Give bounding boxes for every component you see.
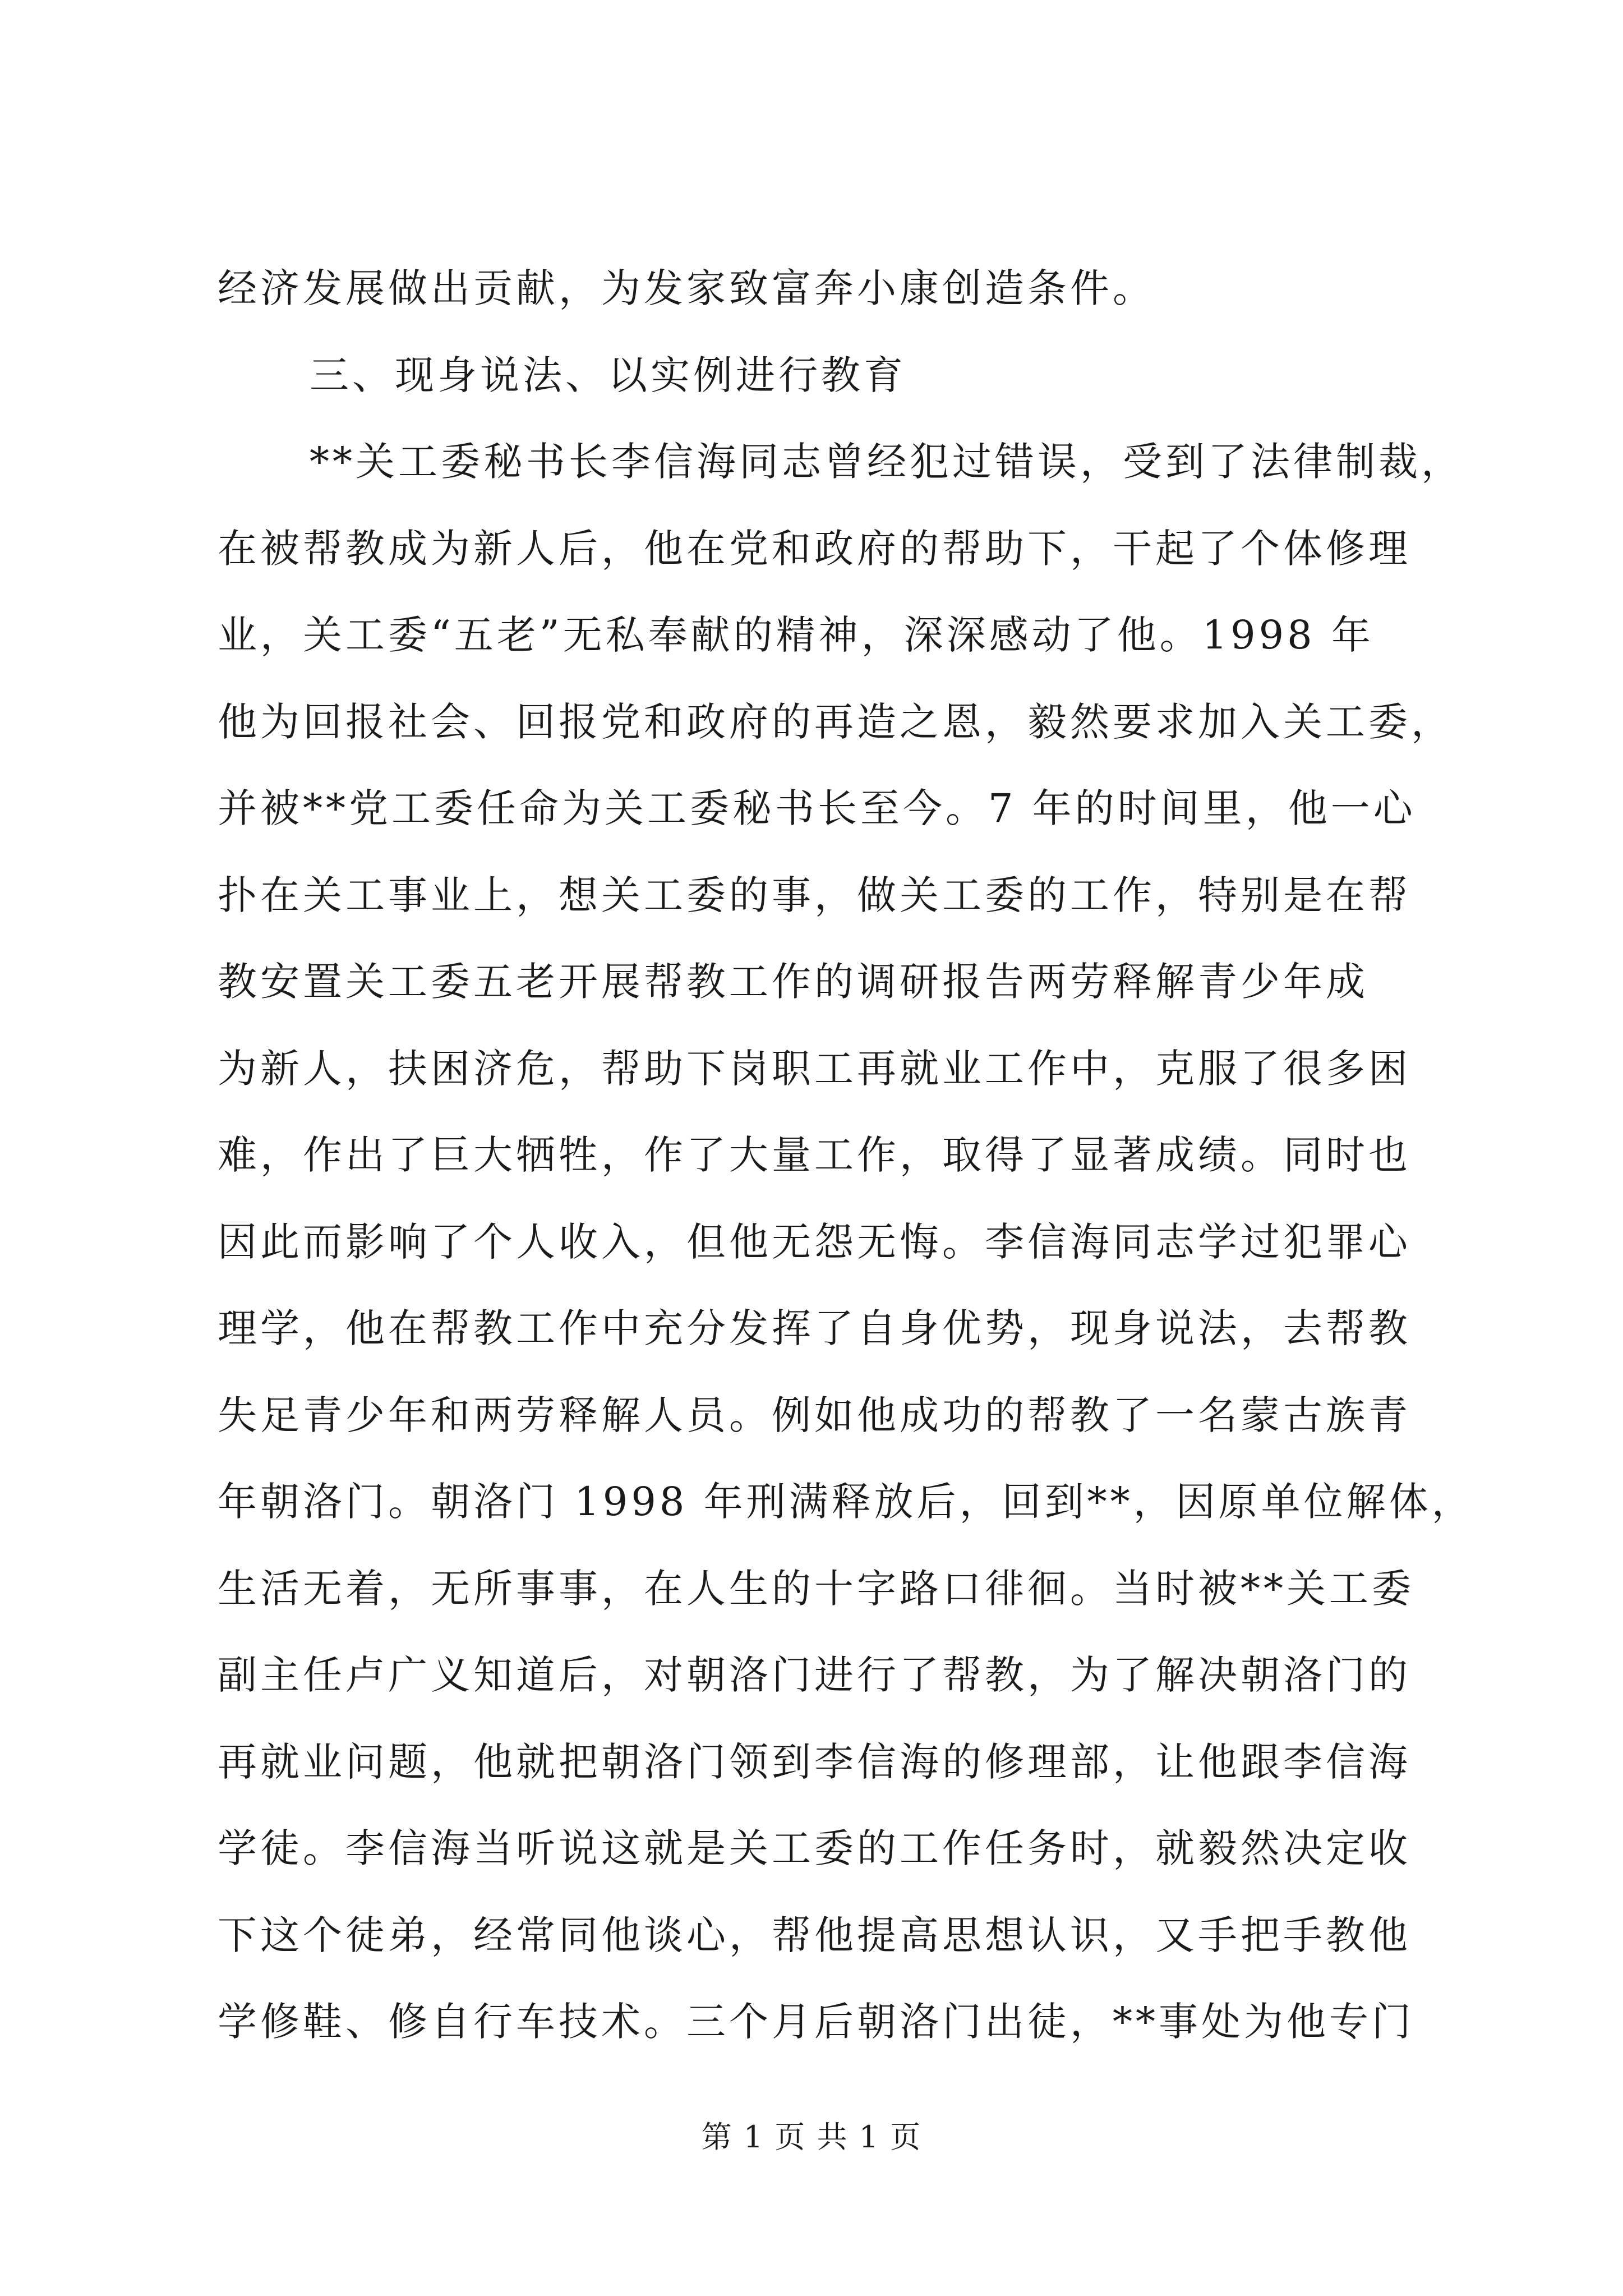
body-text-line: 理学，他在帮教工作中充分发挥了自身优势，现身说法，去帮教: [218, 1305, 1411, 1351]
page-footer: 第 1 页 共 1 页: [701, 2119, 922, 2155]
body-text-line: 他为回报社会、回报党和政府的再造之恩，毅然要求加入关工委，: [218, 699, 1454, 745]
body-text-line: 为新人，扶困济危，帮助下岗职工再就业工作中，克服了很多困: [218, 1046, 1411, 1092]
body-text-line: 业，关工委“五老”无私奉献的精神，深深感动了他。1998 年: [218, 612, 1374, 658]
body-text-line: 学修鞋、修自行车技术。三个月后朝洛门出徒，**事处为他专门: [218, 1999, 1414, 2045]
body-text-line: 再就业问题，他就把朝洛门领到李信海的修理部，让他跟李信海: [218, 1739, 1411, 1785]
body-text-line: 在被帮教成为新人后，他在党和政府的帮助下，干起了个体修理: [218, 526, 1411, 572]
body-text-line: 学徒。李信海当听说这就是关工委的工作任务时，就毅然决定收: [218, 1825, 1411, 1871]
body-text-line: 副主任卢广义知道后，对朝洛门进行了帮教，为了解决朝洛门的: [218, 1652, 1411, 1698]
body-text-line: 扑在关工事业上，想关工委的事，做关工委的工作，特别是在帮: [218, 872, 1411, 918]
body-text-line: 并被**党工委任命为关工委秘书长至今。7 年的时间里，他一心: [218, 785, 1416, 831]
body-text-line: 难，作出了巨大牺牲，作了大量工作，取得了显著成绩。同时也: [218, 1132, 1411, 1178]
body-text-line: 生活无着，无所事事，在人生的十字路口徘徊。当时被**关工委: [218, 1566, 1414, 1612]
body-text-line: 失足青少年和两劳释解人员。例如他成功的帮教了一名蒙古族青: [218, 1392, 1411, 1438]
body-text-line: 教安置关工委五老开展帮教工作的调研报告两劳释解青少年成: [218, 959, 1368, 1005]
section-heading: 三、现身说法、以实例进行教育: [310, 352, 906, 398]
body-text-line: 经济发展做出贡献，为发家致富奔小康创造条件。: [218, 265, 1155, 311]
body-text-line: 因此而影响了个人收入，但他无怨无悔。李信海同志学过犯罪心: [218, 1219, 1411, 1265]
body-text-line: 年朝洛门。朝洛门 1998 年刑满释放后，回到**，因原单位解体，: [218, 1479, 1474, 1525]
body-text-line: 下这个徒弟，经常同他谈心，帮他提高思想认识，又手把手教他: [218, 1912, 1411, 1958]
body-text-line: **关工委秘书长李信海同志曾经犯过错误，受到了法律制裁，: [310, 439, 1464, 485]
